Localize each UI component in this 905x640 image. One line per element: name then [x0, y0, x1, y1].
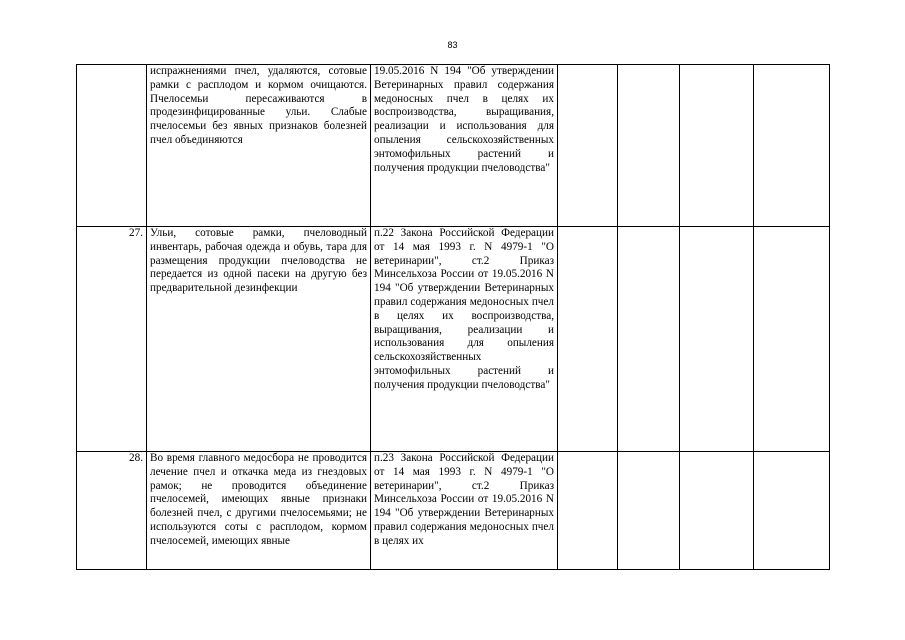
requirement-text: Во время главного медосбора не проводится лечение пчел и откачка меда из гнездовых рамок; не проводится объединение пчелосемей, имеющих явные признаки болезней пчел, с другими пчелосемьями; не используются соты с расплодом, кормом пчелосемей, имеющих явные	[147, 452, 371, 570]
legal-reference: п.23 Закона Российской Федерации от 14 мая 1993 г. N 4979-1 "О ветеринарии", ст.2 Приказ Минсельхоза России от 19.05.2016 N 194 "Об утверждении Ветеринарных правил содержания медоносных пчел в целях их	[371, 452, 558, 570]
empty-cell	[680, 452, 754, 570]
row-number	[77, 65, 147, 227]
empty-cell	[558, 227, 618, 452]
legal-reference: 19.05.2016 N 194 "Об утверждении Ветеринарных правил содержания медоносных пчел в целях их воспроизводства, выращивания, реализации и использования для опыления сельскохозяйственных энтомофильных растений и получения продукции пчеловодства"	[371, 65, 558, 227]
empty-cell	[618, 452, 680, 570]
requirement-text: Ульи, сотовые рамки, пчеловодный инвентарь, рабочая одежда и обувь, тара для размещения продукции пчеловодства не передается из одной пасеки на другую без предварительной дезинфекции	[147, 227, 371, 452]
table-row	[77, 227, 830, 452]
empty-cell	[558, 65, 618, 227]
page-number: 83	[447, 40, 458, 50]
empty-cell	[680, 227, 754, 452]
row-number: 27.	[77, 227, 147, 452]
row-number: 28.	[77, 452, 147, 570]
empty-cell	[618, 227, 680, 452]
empty-cell	[754, 452, 830, 570]
empty-cell	[754, 65, 830, 227]
requirements-table	[76, 64, 830, 570]
table-row	[77, 452, 830, 570]
empty-cell	[754, 227, 830, 452]
table-row	[77, 65, 830, 227]
empty-cell	[618, 65, 680, 227]
legal-reference: п.22 Закона Российской Федерации от 14 мая 1993 г. N 4979-1 "О ветеринарии", ст.2 Приказ Минсельхоза России от 19.05.2016 N 194 "Об утверждении Ветеринарных правил содержания медоносных пчел в целях их воспроизводства, выращивания, реализации и использования для опыления сельскохозяйственных энтомофильных растений и получения продукции пчеловодства"	[371, 227, 558, 452]
requirement-text: испражнениями пчел, удаляются, сотовые рамки с расплодом и кормом очищаются. Пчелосемьи пересаживаются в продезинфицированные ульи. Слабые пчелосемьи без явных признаков болезней пчел объединяются	[147, 65, 371, 227]
empty-cell	[680, 65, 754, 227]
empty-cell	[558, 452, 618, 570]
